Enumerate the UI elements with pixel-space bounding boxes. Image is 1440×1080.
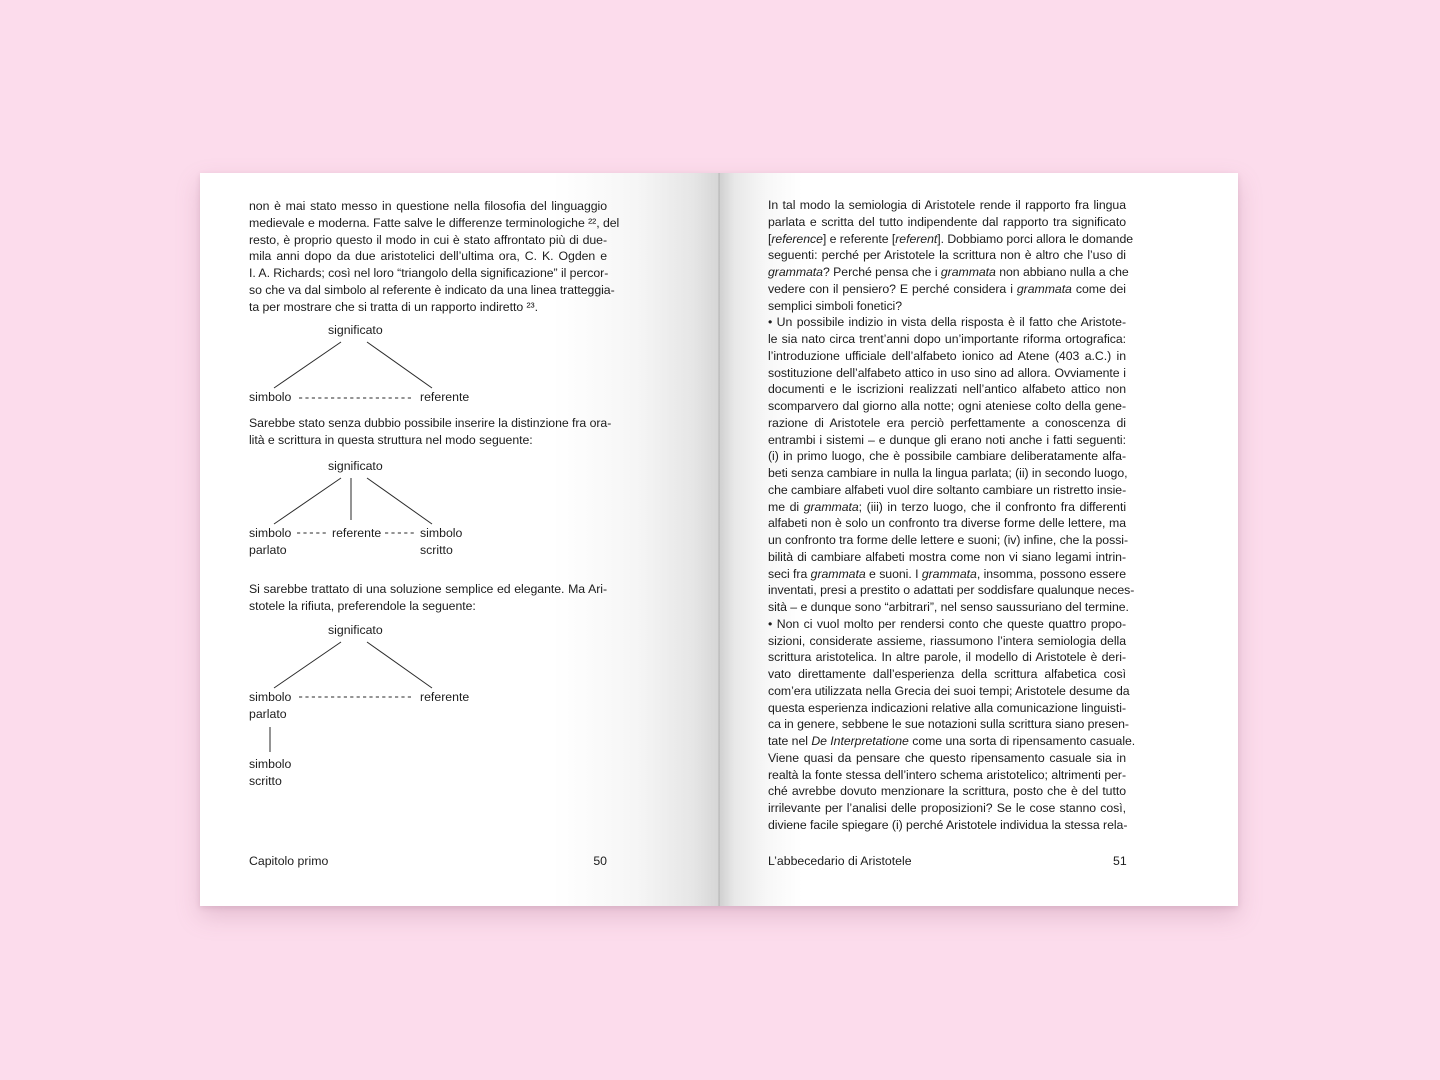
left-paragraph-3	[249, 581, 607, 615]
left-running-footer: Capitolo primo	[249, 854, 329, 868]
text-line: ta per mostrare che si tratta di un rapporto indiretto ²³.	[249, 299, 538, 314]
text-line: grammata? Perché pensa che i grammata non abbiano nulla a che	[768, 265, 1129, 279]
text-line: ché avrebbe dovuto menzionare la scrittura, posto che è del tutto	[768, 784, 1126, 799]
diagram2-simbolo-left: simbolo	[249, 526, 292, 540]
diagram2-simbolo-right: simbolo	[420, 526, 463, 540]
diagram3-simbolo-written: simbolo	[249, 757, 292, 771]
text-line: alfabeti non è solo un confronto tra diverse forme delle lettere, ma	[768, 516, 1126, 531]
diagram1-referente: referente	[420, 390, 470, 404]
orality-writing-diagram	[249, 456, 509, 566]
right-page-number: 51	[1113, 854, 1127, 868]
line-meaning-to-referent	[367, 342, 432, 388]
diagram3-simbolo-spoken: simbolo	[249, 690, 292, 704]
text-line: inventati, presi a prestito o adattati per soddisfare qualunque neces-	[768, 583, 1135, 598]
text-line: irrilevante per l’analisi delle proposizioni? Se le cose stanno così,	[768, 801, 1126, 815]
text-line: so che va dal simbolo al referente è indicato da una linea tratteggia-	[249, 282, 615, 297]
line-meaning-to-written-symbol	[367, 478, 432, 524]
text-line: scomparvero dal giorno alla notte; ogni ateniese colto della gene-	[768, 399, 1126, 413]
text-line: beti senza cambiare in nulla la lingua parlata; (ii) in secondo luogo,	[768, 466, 1128, 480]
right-running-footer: L’abbecedario di Aristotele	[768, 854, 912, 868]
text-line: stotele la rifiuta, preferendole la seguente:	[249, 598, 476, 613]
text-line: semplici simboli fonetici?	[768, 298, 903, 313]
text-line: l’introduzione ufficiale dell’alfabeto ionico ad Atene (403 a.C.) in	[768, 348, 1126, 363]
text-line: mila anni dopo da due aristotelici dell’ultima ora, C. K. Ogden e	[249, 249, 607, 264]
left-page	[200, 173, 719, 906]
line-meaning-to-spoken-symbol	[274, 642, 341, 688]
text-line: me di grammata; (iii) in terzo luogo, che il confronto fra differenti	[768, 499, 1127, 514]
text-line: lità e scrittura in questa struttura nel modo seguente:	[249, 432, 533, 447]
diagram2-significato: significato	[328, 459, 383, 473]
left-paragraph-2	[249, 415, 612, 449]
text-line: Si sarebbe trattato di una soluzione semplice ed elegante. Ma Ari-	[249, 582, 607, 596]
diagram2-referente: referente	[332, 526, 382, 540]
text-line: documenti e le iscrizioni realizzati nell’antico alfabeto attico non	[768, 382, 1126, 397]
text-line: I. A. Richards; così nel loro “triangolo della significazione” il percor-	[249, 266, 609, 280]
text-line: un confronto tra forme delle lettere e suoni; (iv) infine, che la possi-	[768, 533, 1129, 547]
diagram2-scritto: scritto	[420, 543, 453, 557]
text-line: realtà la fonte stessa dell’intero schema aristotelico; altrimenti per-	[768, 767, 1126, 782]
line-meaning-to-spoken-symbol	[274, 478, 341, 524]
text-line: com’era utilizzata nella Grecia dei suoi tempi; Aristotele desume da	[768, 683, 1130, 698]
text-line: medievale e moderna. Fatte salve le differenze terminologiche ²², del	[249, 215, 620, 230]
text-line: • Non ci vuol molto per rendersi conto che queste quattro propo-	[768, 616, 1126, 631]
text-line: resto, è proprio questo il modo in cui è stato affrontato più di due-	[249, 232, 607, 247]
text-line: • Un possibile indizio in vista della risposta è il fatto che Aristote-	[768, 315, 1126, 330]
diagram2-parlato: parlato	[249, 543, 287, 557]
text-line: diviene facile spiegare (i) perché Aristotele individua la stessa rela-	[768, 817, 1128, 832]
text-line: bilità di cambiare alfabeti mostra come non vi siano legami intrin-	[768, 549, 1126, 564]
diagram3-scritto: scritto	[249, 774, 282, 788]
diagram1-significato: significato	[328, 323, 383, 337]
text-line: che cambiare alfabeti vuol dire soltanto cambiare un ristretto insie-	[768, 482, 1127, 497]
line-meaning-to-referent	[367, 642, 432, 688]
text-line: le sia nato circa trent’anni dopo un’importante riforma ortografica:	[768, 332, 1126, 346]
book-gutter	[718, 173, 720, 906]
text-line: vedere con il pensiero? E perché considera i grammata come dei	[768, 281, 1126, 296]
text-line: razione di Aristotele era perciò perfettamente a conoscenza di	[768, 415, 1126, 430]
text-line: (i) in primo luogo, che è possibile cambiare deliberatamente alfa-	[768, 449, 1126, 464]
text-line: questa esperienza indicazioni relative alla comunicazione linguisti-	[768, 700, 1126, 715]
text-line: seguenti: perché per Aristotele la scrittura non è altro che l’uso di	[768, 248, 1126, 263]
text-line: scrittura aristotelica. In altre parole, il modello di Aristotele è deri-	[768, 650, 1126, 665]
text-line: seci fra grammata e suoni. I grammata, insomma, possono essere	[768, 566, 1126, 581]
text-line: sizioni, considerate assieme, riassumono l’intera semiologia della	[768, 633, 1126, 648]
text-line: parlata e scritta del tutto indipendente dal rapporto tra significato	[768, 214, 1126, 229]
text-line: ca in genere, sebbene le sue notazioni sulla scrittura siano presen-	[768, 717, 1129, 732]
diagram3-referente: referente	[420, 690, 470, 704]
left-paragraph-1	[249, 198, 620, 315]
right-body-text	[768, 197, 1136, 834]
aristotle-writing-diagram	[249, 620, 509, 790]
text-line: sità – e dunque sono “arbitrari”, nel senso saussuriano del termine.	[768, 600, 1129, 614]
diagram1-simbolo: simbolo	[249, 390, 292, 404]
right-page	[719, 173, 1238, 906]
text-line: entrambi i sistemi – e dunque gli erano noti anche i fatti seguenti:	[768, 432, 1126, 447]
text-line: Sarebbe stato senza dubbio possibile inserire la distinzione fra ora-	[249, 416, 612, 430]
text-line: non è mai stato messo in questione nella filosofia del linguaggio	[249, 199, 607, 213]
text-line: tate nel De Interpretatione come una sorta di ripensamento casuale.	[768, 734, 1136, 748]
book-spread	[200, 173, 1238, 906]
left-page-number: 50	[593, 854, 607, 868]
diagram3-significato: significato	[328, 623, 383, 637]
line-meaning-to-symbol	[274, 342, 341, 388]
semiotic-triangle-diagram	[249, 320, 509, 410]
text-line: sostituzione dell’alfabeto attico in uso sino ad allora. Ovviamente i	[768, 365, 1126, 380]
text-line: In tal modo la semiologia di Aristotele rende il rapporto fra lingua	[768, 198, 1126, 212]
text-line: Viene quasi da pensare che questo ripensamento casuale sia in	[768, 750, 1126, 765]
diagram3-parlato: parlato	[249, 707, 287, 721]
text-line: vato direttamente dall’esperienza della scrittura alfabetica così	[768, 667, 1126, 681]
text-line: [reference] e referente [referent]. Dobbiamo porci allora le domande	[768, 231, 1134, 246]
